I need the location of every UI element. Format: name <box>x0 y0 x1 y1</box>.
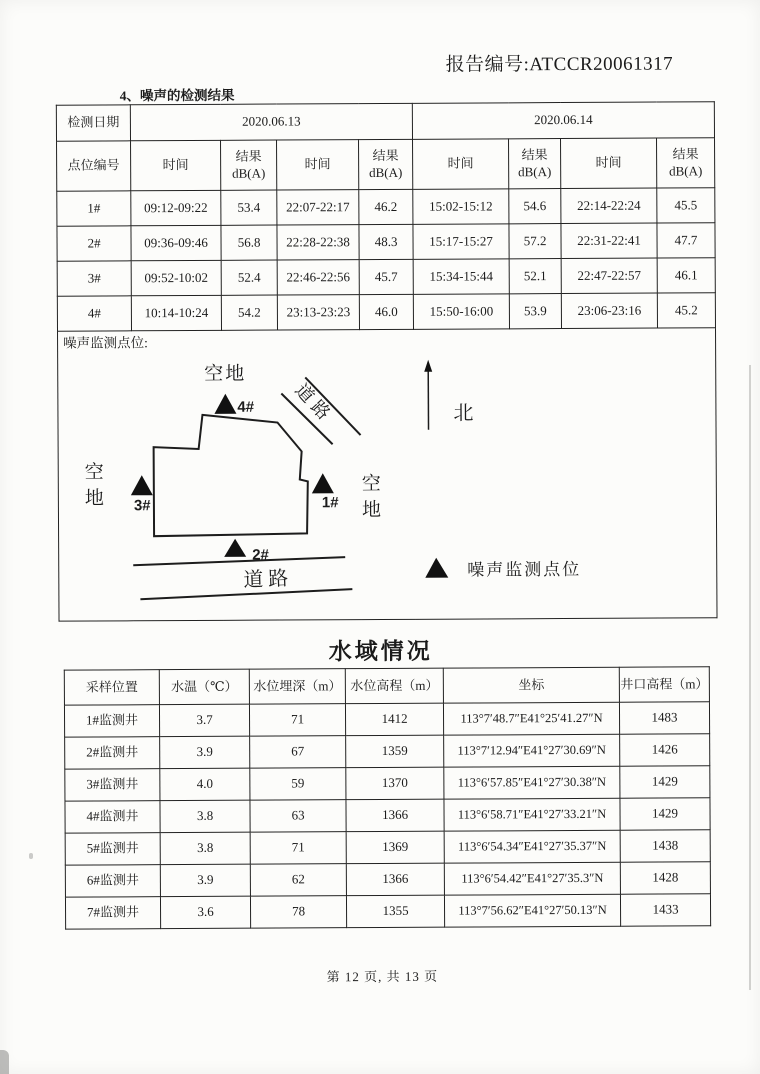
time-header: 时间 <box>561 138 657 189</box>
result-label: 结果 <box>521 147 548 163</box>
point-id: 1# <box>57 191 131 226</box>
well-id: 3#监测井 <box>65 769 160 801</box>
road-label-bottom: 道路 <box>242 567 294 592</box>
result-cell: 46.1 <box>657 258 715 293</box>
well-id: 5#监测井 <box>65 833 160 865</box>
coordinates-cell: 113°6′54.34″E41°27′35.37″N <box>444 830 620 863</box>
scan-speck-artifact <box>29 853 33 859</box>
result-cell: 54.2 <box>221 295 277 330</box>
elevation-cell: 1359 <box>346 735 444 768</box>
time-cell: 10:14-10:24 <box>131 295 221 330</box>
scan-corner-artifact <box>0 1050 9 1074</box>
water-row-7 <box>65 894 710 929</box>
date-col-1: 2020.06.13 <box>130 103 412 140</box>
result-cell: 52.4 <box>221 260 277 295</box>
time-cell: 22:07-22:17 <box>277 190 359 225</box>
monitor-point-4-marker <box>214 394 236 414</box>
time-header: 时间 <box>131 140 221 190</box>
legend-label: 噪声监测点位 <box>467 559 582 580</box>
water-row-2 <box>65 734 710 769</box>
coordinates-cell: 113°7′12.94″E41°27′30.69″N <box>444 734 620 767</box>
noise-row-4 <box>57 293 715 331</box>
monitor-point-1-label: 1# <box>321 494 339 512</box>
wellhead-elevation-header: 井口高程（m） <box>619 667 709 702</box>
elevation-cell: 1366 <box>346 799 444 832</box>
open-area-label-right: 空地 <box>358 473 381 526</box>
depth-cell: 78 <box>250 896 346 929</box>
coordinates-cell: 113°6′54.42″E41°27′35.3″N <box>444 862 620 895</box>
result-header <box>657 138 715 188</box>
water-row-1 <box>64 702 709 737</box>
well-id: 4#监测井 <box>65 801 160 833</box>
result-cell: 53.9 <box>509 294 561 329</box>
wellhead-cell: 1428 <box>620 862 710 894</box>
result-cell: 45.2 <box>657 293 715 328</box>
noise-row-1 <box>57 188 715 226</box>
well-id: 7#监测井 <box>65 897 160 929</box>
result-cell: 45.7 <box>359 259 413 294</box>
water-header-row <box>64 667 709 705</box>
wellhead-cell: 1429 <box>620 798 710 830</box>
coordinates-header: 坐标 <box>443 667 619 703</box>
result-cell: 46.0 <box>359 294 413 329</box>
time-cell: 22:46-22:56 <box>277 260 359 295</box>
time-cell: 15:17-15:27 <box>413 224 509 260</box>
result-header <box>509 139 561 189</box>
open-area-label-left: 空地 <box>81 461 103 514</box>
depth-cell: 63 <box>250 800 346 833</box>
result-cell: 57.2 <box>509 224 561 259</box>
result-cell: 53.4 <box>221 190 277 225</box>
result-cell: 47.7 <box>657 223 715 258</box>
monitor-point-2-marker <box>224 539 246 557</box>
monitor-point-1-marker <box>312 473 334 493</box>
time-cell: 22:28-22:38 <box>277 225 359 260</box>
monitor-point-4-label: 4# <box>237 398 255 416</box>
time-cell: 15:34-15:44 <box>413 259 509 295</box>
time-header: 时间 <box>277 140 359 190</box>
temp-cell: 3.9 <box>160 736 250 768</box>
result-unit: dB(A) <box>669 162 703 178</box>
elevation-cell: 1355 <box>346 895 444 928</box>
noise-row-2 <box>57 223 715 261</box>
time-cell: 23:06-23:16 <box>561 293 657 329</box>
date-header-row <box>56 102 714 141</box>
diagram-caption: 噪声监测点位: <box>63 335 148 351</box>
north-label: 北 <box>453 402 474 425</box>
point-id: 2# <box>57 226 131 261</box>
coordinates-cell: 113°7′48.7″E41°25′41.27″N <box>443 702 619 735</box>
result-cell: 46.2 <box>359 189 413 224</box>
time-cell: 22:14-22:24 <box>561 188 657 224</box>
page-number-footer: 第 12 页, 共 13 页 <box>326 968 439 985</box>
result-cell: 56.8 <box>221 225 277 260</box>
water-temp-header: 水温（℃） <box>159 669 249 704</box>
coordinates-cell: 113°6′57.85″E41°27′30.38″N <box>444 766 620 799</box>
temp-cell: 3.8 <box>160 832 250 864</box>
depth-cell: 71 <box>250 832 346 865</box>
coordinates-cell: 113°7′56.62″E41°27′50.13″N <box>444 894 620 927</box>
water-section-title: 水域情况 <box>328 638 433 665</box>
elevation-cell: 1366 <box>346 863 444 896</box>
well-id: 2#监测井 <box>65 737 160 769</box>
depth-cell: 62 <box>250 864 346 897</box>
result-unit: dB(A) <box>518 163 552 179</box>
time-cell: 15:50-16:00 <box>413 294 509 330</box>
water-row-4 <box>65 798 710 833</box>
result-cell: 54.6 <box>509 189 561 224</box>
monitor-point-3-marker <box>131 475 153 495</box>
noise-section-heading: 4、噪声的检测结果 <box>119 87 235 104</box>
detection-date-label: 检测日期 <box>56 105 130 141</box>
road-bottom-line-upper <box>133 557 345 565</box>
water-conditions-table <box>64 666 711 929</box>
wellhead-cell: 1438 <box>620 830 710 862</box>
legend-triangle-marker <box>425 558 448 578</box>
result-header <box>359 139 413 189</box>
elevation-cell: 1370 <box>346 767 444 800</box>
point-id: 3# <box>57 261 131 296</box>
well-id: 6#监测井 <box>65 865 160 897</box>
time-cell: 15:02-15:12 <box>413 189 509 225</box>
wellhead-cell: 1426 <box>620 734 710 766</box>
road-label-top: 道路 <box>291 379 338 427</box>
result-label: 结果 <box>372 148 399 164</box>
time-header: 时间 <box>413 139 509 190</box>
sampling-position-header: 采样位置 <box>64 670 159 705</box>
elevation-cell: 1412 <box>345 703 443 736</box>
time-cell: 09:52-10:02 <box>131 260 221 295</box>
column-header-row <box>57 138 715 191</box>
date-col-2: 2020.06.14 <box>412 102 714 140</box>
monitor-point-3-label: 3# <box>133 497 151 515</box>
noise-results-table <box>56 101 718 621</box>
coordinates-cell: 113°6′58.71″E41°27′33.21″N <box>444 798 620 831</box>
depth-cell: 67 <box>250 736 346 769</box>
water-row-5 <box>65 830 710 865</box>
diagram-drawing <box>58 328 714 620</box>
time-cell: 22:47-22:57 <box>561 258 657 294</box>
report-number: 报告编号:ATCCR20061317 <box>445 53 674 76</box>
diagram-row <box>58 328 718 621</box>
water-row-6 <box>65 862 710 897</box>
depth-cell: 71 <box>249 704 345 737</box>
temp-cell: 3.9 <box>160 864 250 896</box>
noise-row-3 <box>57 258 715 296</box>
noise-points-diagram <box>58 328 717 620</box>
result-cell: 45.5 <box>657 188 715 223</box>
point-id-header: 点位编号 <box>57 141 131 191</box>
result-unit: dB(A) <box>232 165 266 181</box>
scan-edge-artifact <box>749 365 751 990</box>
elevation-cell: 1369 <box>346 831 444 864</box>
wellhead-cell: 1433 <box>620 894 710 926</box>
wellhead-cell: 1483 <box>619 702 709 734</box>
water-depth-header: 水位埋深（m） <box>249 669 345 705</box>
temp-cell: 4.0 <box>160 768 250 800</box>
open-area-label-top: 空地 <box>204 363 247 385</box>
water-elevation-header: 水位高程（m） <box>345 668 443 704</box>
point-id: 4# <box>57 296 131 331</box>
time-cell: 22:31-22:41 <box>561 223 657 259</box>
monitor-point-2-label: 2# <box>252 546 269 564</box>
result-cell: 48.3 <box>359 224 413 259</box>
temp-cell: 3.7 <box>159 704 249 736</box>
result-unit: dB(A) <box>369 164 403 180</box>
diagram-container-cell <box>58 328 718 621</box>
water-row-3 <box>65 766 710 801</box>
wellhead-cell: 1429 <box>620 766 710 798</box>
depth-cell: 59 <box>250 768 346 801</box>
result-label: 结果 <box>672 146 699 162</box>
well-id: 1#监测井 <box>64 705 159 737</box>
result-header <box>221 140 277 190</box>
building-outline <box>153 414 308 536</box>
result-label: 结果 <box>235 148 262 165</box>
temp-cell: 3.8 <box>160 800 250 832</box>
time-cell: 09:36-09:46 <box>131 225 221 260</box>
result-cell: 52.1 <box>509 259 561 294</box>
north-arrow-head <box>424 360 432 372</box>
time-cell: 09:12-09:22 <box>131 190 221 225</box>
time-cell: 23:13-23:23 <box>277 295 359 330</box>
temp-cell: 3.6 <box>160 896 250 928</box>
